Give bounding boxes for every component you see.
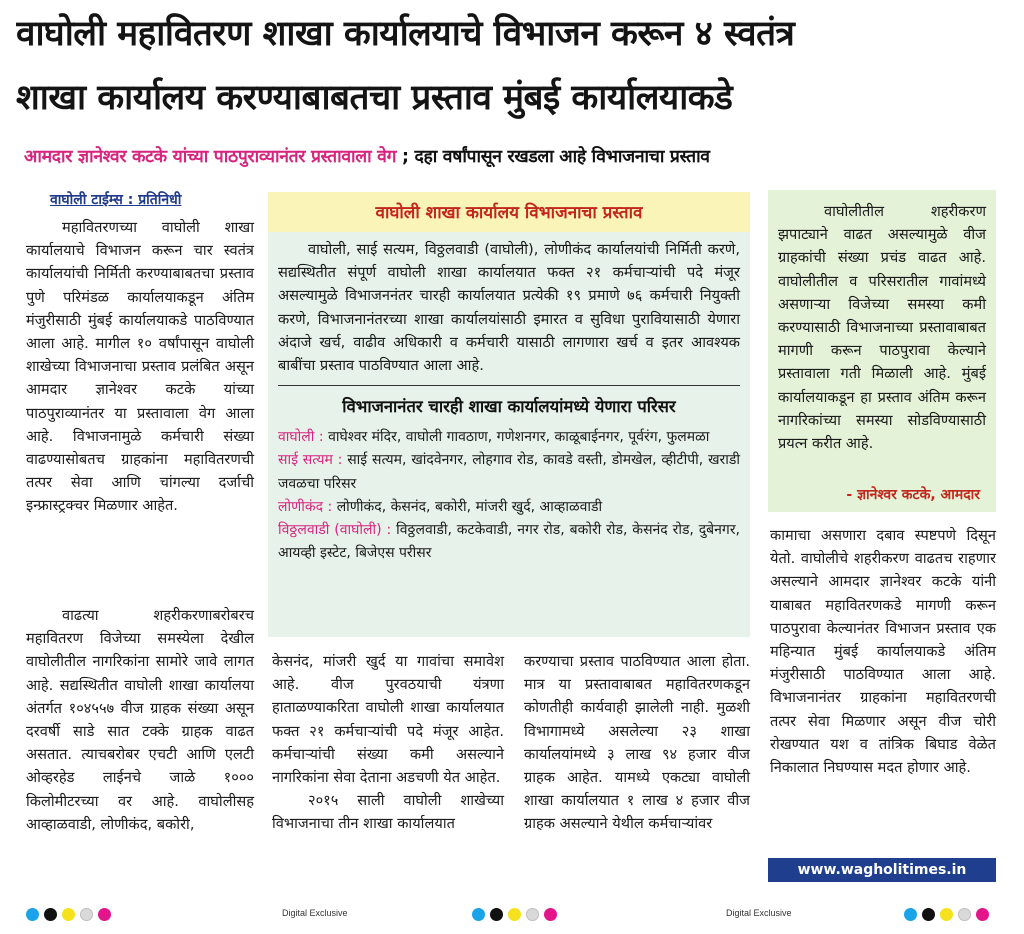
registration-dot — [98, 908, 111, 921]
area-places: वाघेश्वर मंदिर, वाघोली गावठाण, गणेशनगर, काळूबाईनगर, पूर्वरंग, फुलमळा — [328, 429, 710, 446]
registration-dot — [958, 908, 971, 921]
registration-dot — [976, 908, 989, 921]
registration-dot — [922, 908, 935, 921]
proposal-box-body: वाघोली, साई सत्यम, विठ्ठलवाडी (वाघोली), लोणीकंद कार्यालयांची निर्मिती करणे, सद्यस्थितीत संपूर्ण वाघोली शाखा कार्यालयात फक्त २१ कर्मचाऱ्यांची पदे मंजूर असल्यामुळे विभाजननंतर चारही कार्यालयात प्रत्येकी १९ प्रमाणे ७६ कर्मचारी नियुक्ती करणे, विभाजनानंतरच्या शाखा कार्यालयांसाठी इमारत व सुविधा पुरावियासाठी येणारा अंदाजे खर्च, वाढीव अधिकारी व कर्मचारी यासाठी लागणारा खर्च व इतर आवश्यक बाबींचा प्रस्ताव पाठविण्यात आला आहे. — [278, 241, 740, 375]
column1-paragraph-2: वाढत्या शहरीकरणाबरोबरच महावितरण विजेच्या समस्येला देखील वाघोलीतील नागरिकांना सामोरे जावे लागत आहे. सद्यस्थितीत वाघोली शाखा कार्यालया अंतर्गत १०४५५७ वीज ग्राहक संख्या असून दरवर्षी साडे सात टक्के ग्राहक वाढत असतात. त्याचबरोबर एचटी आणि एलटी ओव्हरहेड लाईनचे जाळे १००० किलोमीटरच्या वर आहे. वाघोलीसह आव्हाळवाडी, लोणीकंद, बकोरी, — [26, 607, 254, 833]
article-column-3 — [524, 650, 750, 836]
registration-dot — [472, 908, 485, 921]
column4-paragraph: कामाचा असणारा दबाव स्पष्टपणे दिसून येतो. वाघोलीचे शहरीकरण वाढतच राहणार असल्याने आमदार ज्ञानेश्वर कटके यांनी याबाबत महावितरणकडे मागणी करून पाठपुरावा केल्यानंतर विभाजन प्रस्ताव एक महिन्यात मुंबई कार्यालयाकडे अंतिम मंजुरीसाठी पाठविण्यात आला आहे. विभाजनानंतर ग्राहकांना महावितरणची तत्पर सेवा मिळणार असून वीज चोरी रोखण्यात यश व तांत्रिक बिघाड वेळेत निकालात निघण्यास मदत होणार आहे. — [770, 527, 996, 777]
color-registration-dots-right — [904, 904, 994, 918]
mla-quote-text: वाघोलीतील शहरीकरण झपाट्याने वाढत असल्यामुळे वीज ग्राहकांची संख्या प्रचंड वाढत आहे. वाघोलीतील व परिसरातील गावांमध्ये असणाऱ्या विजेच्या समस्या कमी करण्यासाठी विभाजनाच्या प्रस्तावाबाबत मागणी करून पाठपुरावा केल्याने प्रस्तावाला गती मिळाली आहे. मुंबई कार्यालयाकडून हा प्रस्ताव अंतिम करून नागरिकांच्या समस्या सोडविण्यासाठी प्रयत्न करीत आहे. — [778, 203, 986, 453]
area-places: साई सत्यम, खांदवेनगर, लोहगाव रोड, कावडे वस्ती, डोमखेल, व्हीटीपी, खराडी जवळचा परिसर — [278, 452, 740, 492]
article-column-4 — [770, 524, 996, 779]
subheadline-separator: ; — [401, 147, 409, 167]
registration-dot — [940, 908, 953, 921]
column3-paragraph: करण्याचा प्रस्ताव पाठविण्यात आला होता. मात्र या प्रस्तावाबाबत महावितरणकडून कोणतीही कार्यवाही झालेली नाही. मुळशी विभागामध्ये असलेल्या २३ शाखा कार्यालयांमध्ये ३ लाख ९४ हजार वीज ग्राहक आहेत. यामध्ये एकट्या वाघोली शाखा कार्यालयात १ लाख ४ हजार वीज ग्राहक असल्याने येथील कर्मचाऱ्यांवर — [524, 653, 750, 833]
color-registration-dots-left — [26, 904, 116, 918]
headline-line-2: शाखा कार्यालय करण्याबाबतचा प्रस्ताव मुंबई कार्यालयाकडे — [16, 78, 733, 118]
registration-dot — [26, 908, 39, 921]
areas-list — [268, 426, 750, 565]
proposal-box — [268, 192, 750, 637]
color-registration-dots-center — [472, 904, 562, 918]
registration-dot — [526, 908, 539, 921]
registration-dot — [508, 908, 521, 921]
registration-dot — [544, 908, 557, 921]
area-name: वाघोली : — [278, 429, 324, 446]
column2-paragraph-2: २०१५ साली वाघोली शाखेच्या विभाजनाचा तीन शाखा कार्यालयात — [272, 792, 504, 833]
byline: वाघोली टाईम्स : प्रतिनिधी — [50, 192, 182, 208]
area-item — [278, 426, 740, 449]
area-item — [278, 449, 740, 495]
subheadline-black: दहा वर्षांपासून रखडला आहे विभाजनाचा प्रस्ताव — [414, 147, 710, 167]
subheadline-pink: आमदार ज्ञानेश्वर कटके यांच्या पाठपुराव्यानंतर प्रस्तावाला वेग — [24, 147, 397, 167]
area-item — [278, 496, 740, 519]
registration-dot — [904, 908, 917, 921]
article-column-1 — [26, 216, 254, 518]
mla-quote-box — [768, 190, 996, 512]
article-column-1-continued — [26, 604, 254, 836]
article-column-2 — [272, 650, 504, 836]
website-link[interactable]: www.wagholitimes.in — [768, 858, 996, 882]
area-name: विठ्ठलवाडी (वाघोली) : — [278, 522, 392, 539]
column2-paragraph-1: केसनंद, मांजरी खुर्द या गावांचा समावेश आहे. वीज पुरवठयाची यंत्रणा हाताळण्याकरिता वाघोली शाखा कार्यालयात फक्त २१ कर्मचाऱ्यांची पदे मंजूर आहेत. कर्मचाऱ्यांची संख्या कमी असल्याने नागरिकांना सेवा देताना अडचणी येत आहेत. — [272, 653, 504, 787]
footer-label-left: Digital Exclusive — [282, 908, 348, 918]
area-name: लोणीकंद : — [278, 498, 333, 515]
column1-paragraph-1: महावितरणच्या वाघोली शाखा कार्यालयाचे विभाजन करून चार स्वतंत्र कार्यालयांची निर्मिती करण्याबाबतचा प्रस्ताव पुणे परिमंडळ कार्यालयाकडून अंतिम मंजुरीसाठी मुंबई कार्यालयाकडे पाठविण्यात आला आहे. मागील १० वर्षांपासून वाघोली शाखेच्या विभाजनाचा प्रस्ताव प्रलंबित असून आमदार ज्ञानेश्वर कटके यांच्या पाठपुराव्यानंतर या प्रस्तावाला वेग आला आहे. विभाजनामुळे कर्मचारी संख्या वाढण्यासोबतच ग्राहकांना महावितरणची तत्पर सेवा आणि चांगल्या दर्जाची इन्फ्रास्ट्रक्चर मिळणार आहेत. — [26, 219, 254, 515]
registration-dot — [80, 908, 93, 921]
registration-dot — [490, 908, 503, 921]
footer-label-right: Digital Exclusive — [726, 908, 792, 918]
areas-title: विभाजनानंतर चारही शाखा कार्यालयांमध्ये येणारा परिसर — [342, 397, 676, 417]
area-places: लोणीकंद, केसनंद, बकोरी, मांजरी खुर्द, आव्हाळवाडी — [336, 498, 603, 515]
proposal-box-title: वाघोली शाखा कार्यालय विभाजनाचा प्रस्ताव — [268, 192, 750, 232]
registration-dot — [62, 908, 75, 921]
registration-dot — [44, 908, 57, 921]
area-name: साई सत्यम : — [278, 452, 343, 469]
subheadline — [24, 144, 1009, 168]
headline-line-1: वाघोली महावितरण शाखा कार्यालयाचे विभाजन करून ४ स्वतंत्र — [16, 14, 795, 54]
print-footer — [0, 898, 1024, 928]
mla-quote-signature: - ज्ञानेश्वर कटके, आमदार — [846, 487, 980, 503]
area-item — [278, 519, 740, 565]
area-places: विठ्ठलवाडी, कटकेवाडी, नगर रोड, बकोरी रोड, केसनंद रोड, दुबेनगर, आयव्ही इस्टेट, बिजेएस परीसर — [278, 522, 740, 562]
